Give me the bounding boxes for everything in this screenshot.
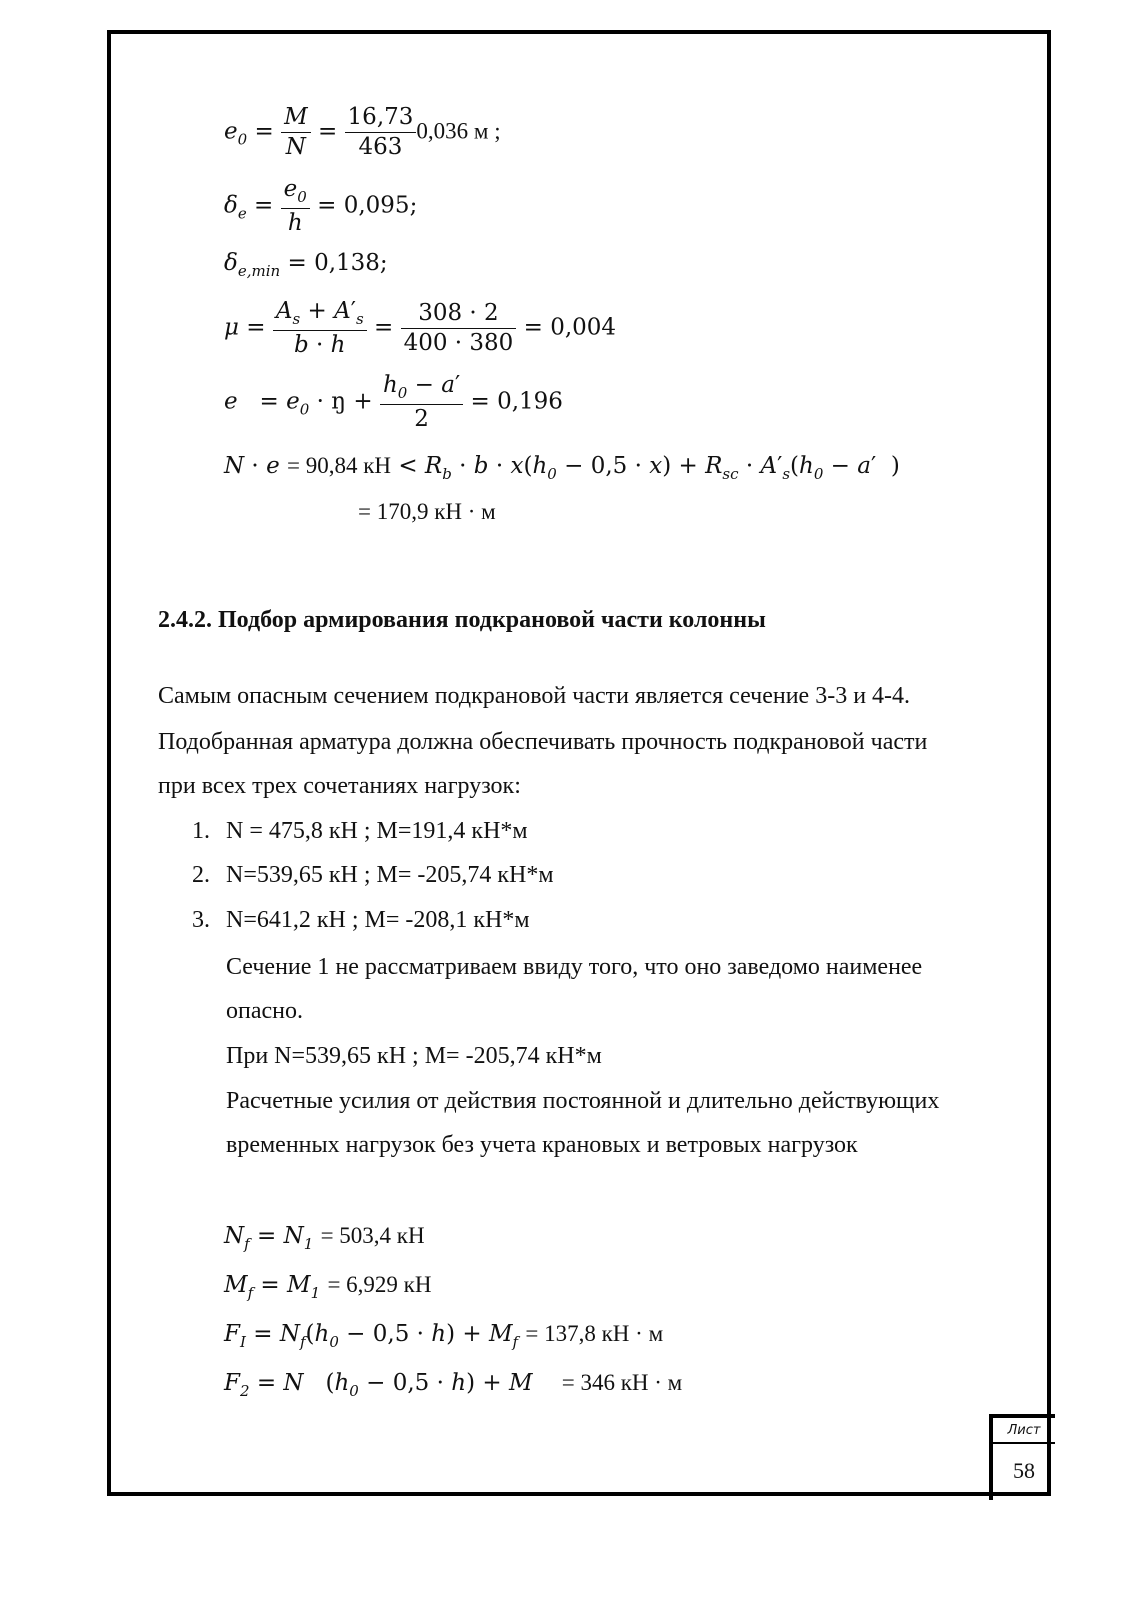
list-item: N=539,65 кН ; M= -205,74 кН*м (226, 862, 554, 888)
note-line: опасно. (226, 998, 303, 1024)
formula-mu: μ = $\frac{A_s + A'_s}{b \cdot h}$ = $\frac{308 \cdot 2}{400 \cdot 380}$ = 0,004 (224, 298, 617, 358)
section-heading: 2.4.2. Подбор армирования подкрановой части колонны (158, 607, 766, 633)
formula-e0: $e_0$ = $\frac{M}{N}$ = $\frac{16,73}{463}$ 0,036 м ; (224, 104, 501, 160)
paragraph-line: при всех трех сочетаниях нагрузок: (158, 773, 521, 799)
formula-ne: N · e = 90,84 кН < $R_b \cdot b \cdot x(h_0 - 0,5 \cdot x) + R_{sc} \cdot A'_s(h_0 - a'$ ) (224, 453, 900, 483)
sheet-stamp (989, 1414, 1055, 1500)
formula-nf: $N_f = N_1 = 503,4$ кН (224, 1223, 425, 1253)
formula-e: $e = e_0$ · ŋ + $\frac{h_0 - a'}{2}$ = 0,196 (224, 372, 563, 432)
formula-fi: $F_I = N_f(h_0 - 0,5 \cdot h) + M_f = 137,8$ кН · м (224, 1321, 664, 1351)
sheet-label: Лист (993, 1418, 1055, 1444)
paragraph-line: Самым опасным сечением подкрановой части является сечение 3-3 и 4-4. (158, 683, 911, 709)
formula-delta-e: $\delta_e$ = $\frac{e_0}{h}$ = 0,095; (224, 176, 418, 236)
note-line: Сечение 1 не рассматриваем ввиду того, что оно заведомо наименее (226, 954, 923, 980)
list-item: N=641,2 кН ; M= -208,1 кН*м (226, 907, 530, 933)
list-item-number: 3. (192, 907, 210, 933)
note-line: Расчетные усилия от действия постоянной и длительно действующих (226, 1088, 940, 1114)
formula-mf: $M_f = M_1 = 6,929$ кН (224, 1272, 432, 1302)
note-line: При N=539,65 кН ; M= -205,74 кН*м (226, 1043, 602, 1069)
formula-ne-result: = 170,9 кН · м (358, 499, 496, 524)
formula-f2: $F_2 = N$ $(h_0 - 0,5 \cdot h) + M$ = 346 кН · м (224, 1370, 683, 1400)
list-item-number: 1. (192, 818, 210, 844)
list-item-number: 2. (192, 862, 210, 888)
formula-delta-e-min: $\delta_{e,min} = 0,138$; (224, 250, 388, 280)
paragraph-line: Подобранная арматура должна обеспечивать прочность подкрановой части (158, 729, 928, 755)
list-item: N = 475,8 кН ; M=191,4 кН*м (226, 818, 528, 844)
page-number: 58 (1013, 1458, 1035, 1483)
note-line: временных нагрузок без учета крановых и ветровых нагрузок (226, 1132, 858, 1158)
